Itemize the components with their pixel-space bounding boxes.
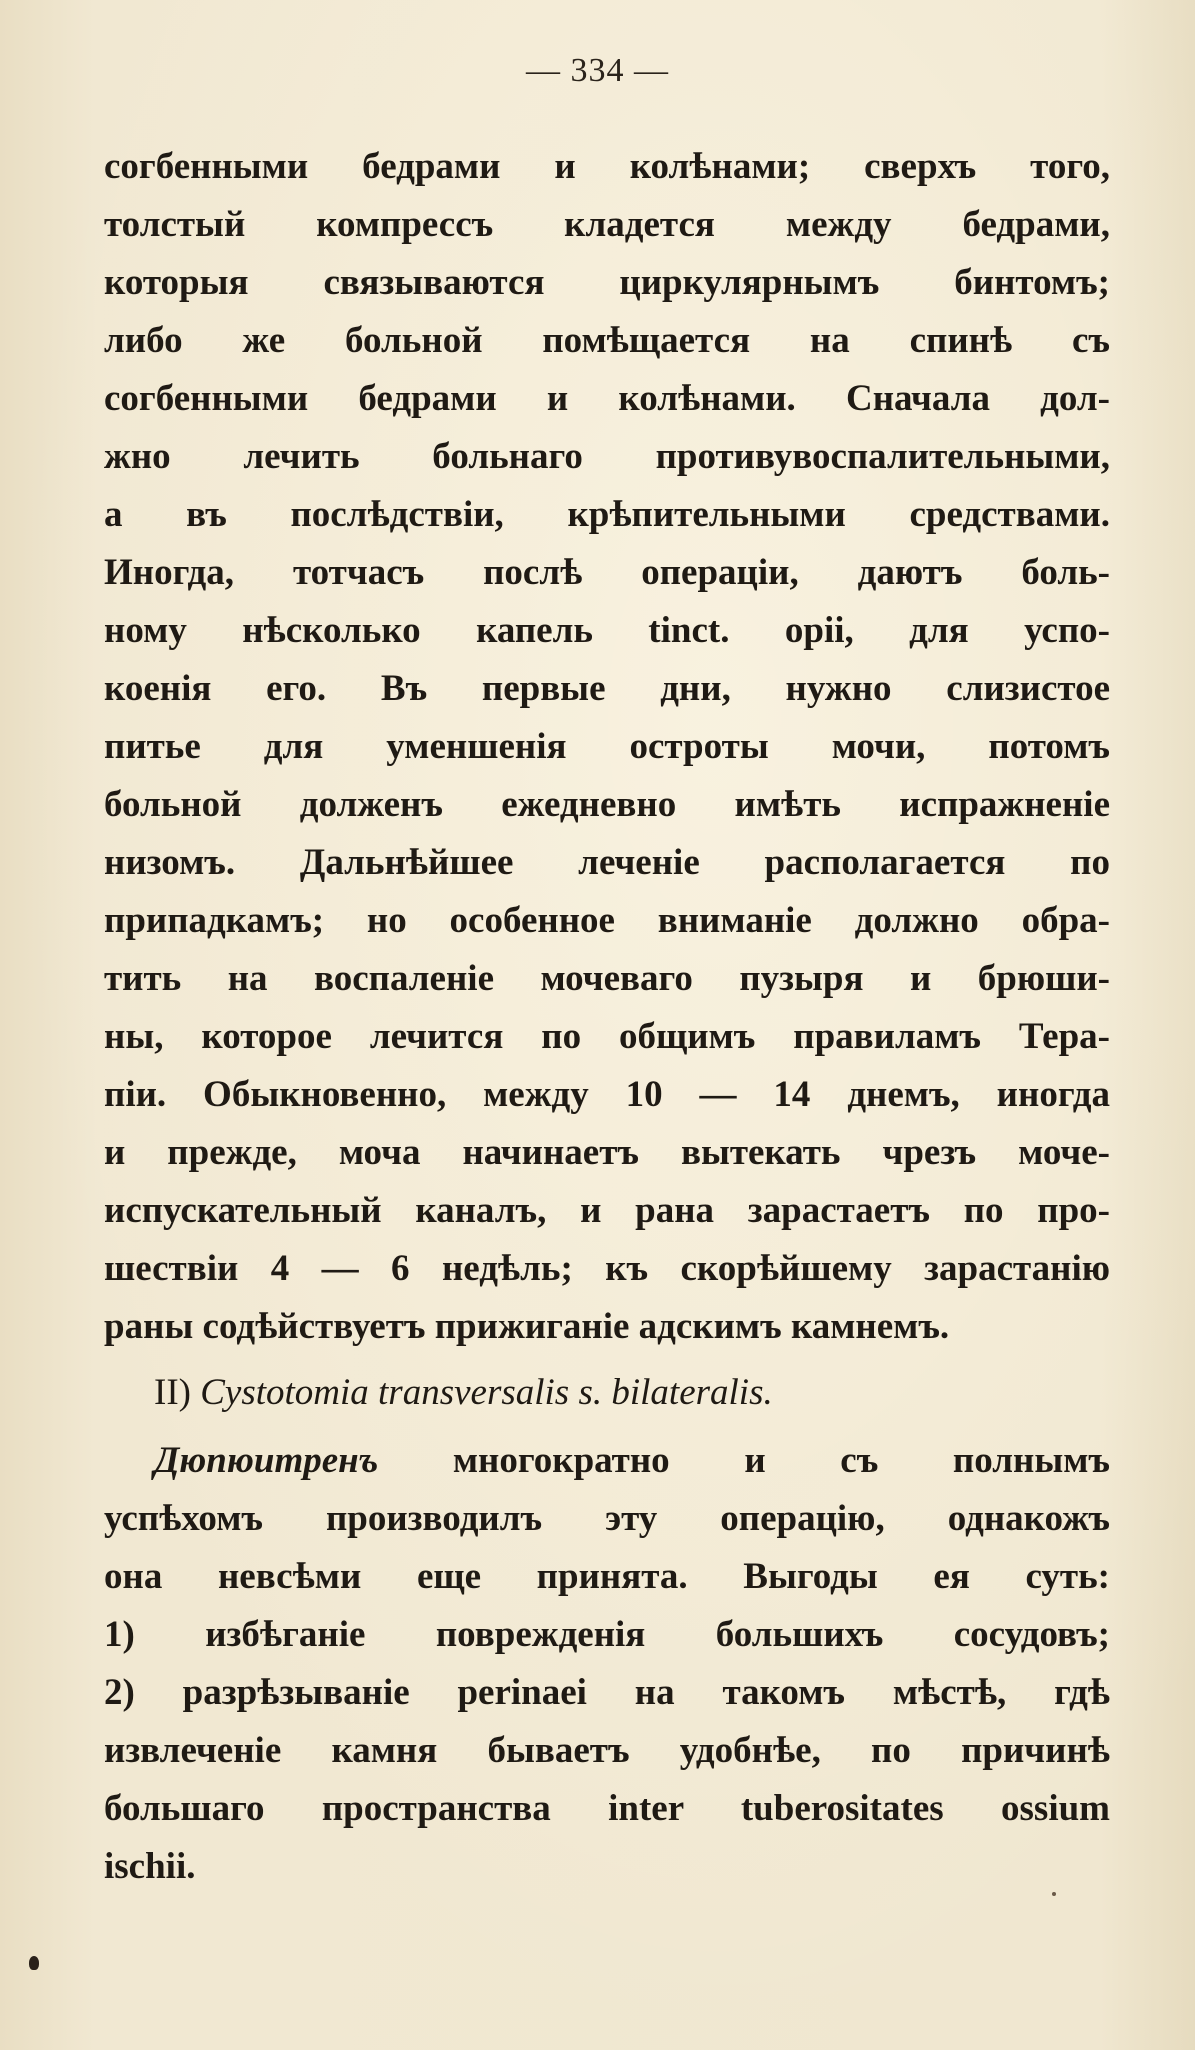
text-line: которыя связываются циркулярнымъ бинтомъ; bbox=[104, 262, 1110, 303]
text-line bbox=[104, 1432, 1110, 1490]
text-line: шествіи 4 — 6 недѣль; къ скорѣйшему зарастанію bbox=[104, 1248, 1110, 1289]
text-line-rest: многократно и съ полнымъ bbox=[452, 1440, 1110, 1481]
text-line: ischii. bbox=[104, 1846, 196, 1887]
text-line: 2) разрѣзываніе perinaei на такомъ мѣстѣ, гдѣ bbox=[104, 1672, 1110, 1713]
text-line: согбенными бедрами и колѣнами; сверхъ того, bbox=[104, 146, 1110, 187]
section-heading bbox=[104, 1364, 1110, 1422]
text-line: піи. Обыкновенно, между 10 — 14 днемъ, иногда bbox=[104, 1074, 1110, 1115]
text-line: раны содѣйствуетъ прижиганіе адскимъ камнемъ. bbox=[104, 1306, 950, 1347]
text-line: и прежде, моча начинаетъ вытекать чрезъ моче- bbox=[104, 1132, 1110, 1173]
text-line: ному нѣсколько капель tinct. opii, для успо- bbox=[104, 610, 1110, 651]
text-line: коенія его. Въ первые дни, нужно слизистое bbox=[104, 668, 1110, 709]
paragraph-dupuytren bbox=[104, 1432, 1110, 1896]
page-number: — 334 — bbox=[526, 52, 669, 89]
text-line: либо же больной помѣщается на спинѣ съ bbox=[104, 320, 1110, 361]
text-line: тить на воспаленіе мочеваго пузыря и брюши- bbox=[104, 958, 1110, 999]
text-line: низомъ. Дальнѣйшее леченіе располагается по bbox=[104, 842, 1110, 883]
text-line: извлеченіе камня бываетъ удобнѣе, по причинѣ bbox=[104, 1730, 1110, 1771]
text-line: Иногда, тотчасъ послѣ операціи, даютъ боль- bbox=[104, 552, 1110, 593]
ink-speck bbox=[29, 1956, 39, 1970]
text-line: питье для уменшенія остроты мочи, потомъ bbox=[104, 726, 1110, 767]
section-number: II) bbox=[154, 1372, 191, 1413]
ink-speck bbox=[1052, 1892, 1056, 1896]
text-line: толстый компрессъ кладется между бедрами, bbox=[104, 204, 1110, 245]
text-line: успѣхомъ производилъ эту операцію, однакожъ bbox=[104, 1498, 1110, 1539]
paragraph-continued bbox=[104, 138, 1110, 1356]
text-line: испускательный каналъ, и рана зарастаетъ по про- bbox=[104, 1190, 1110, 1231]
section-title: Cystotomia transversalis s. bilateralis. bbox=[200, 1372, 773, 1413]
text-line: 1) избѣганіе поврежденія большихъ сосудовъ; bbox=[104, 1614, 1110, 1655]
text-line: ны, которое лечится по общимъ правиламъ Тера- bbox=[104, 1016, 1110, 1057]
body-text bbox=[104, 138, 1110, 1896]
text-line: согбенными бедрами и колѣнами. Сначала дол- bbox=[104, 378, 1110, 419]
text-line: больной долженъ ежедневно имѣть испражненіе bbox=[104, 784, 1110, 825]
text-line: большаго пространства inter tuberositates ossium bbox=[104, 1788, 1110, 1829]
author-name: Дюпюитренъ bbox=[154, 1440, 379, 1481]
text-line: припадкамъ; но особенное вниманіе должно обра- bbox=[104, 900, 1110, 941]
text-line: жно лечить больнаго противувоспалительными, bbox=[104, 436, 1110, 477]
text-line: а въ послѣдствіи, крѣпительными средствами. bbox=[104, 494, 1110, 535]
text-line: она невсѣми еще принята. Выгоды ея суть: bbox=[104, 1556, 1110, 1597]
